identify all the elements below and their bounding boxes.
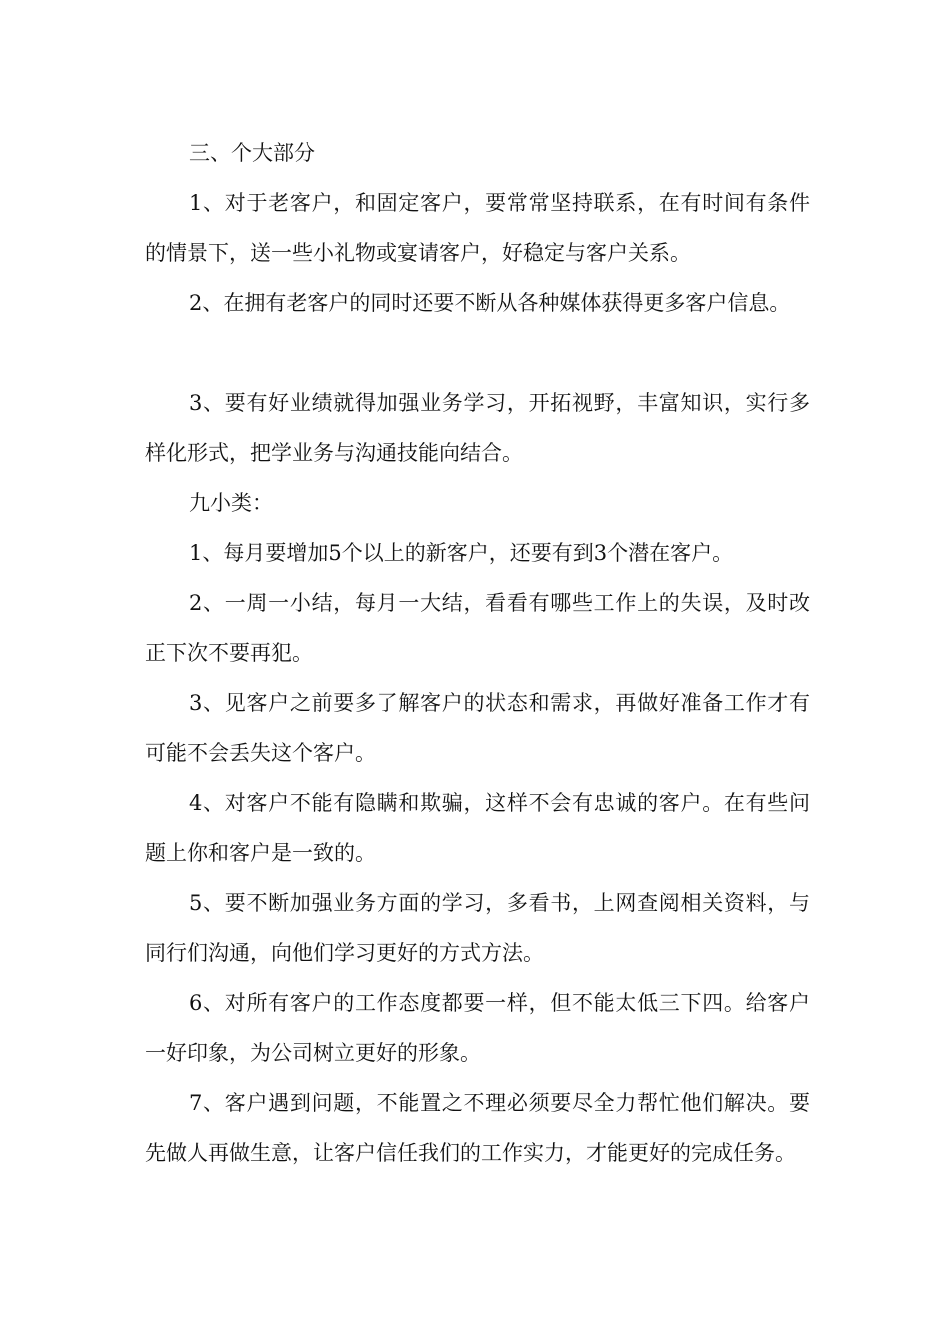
paragraph: 6、对所有客户的工作态度都要一样，但不能太低三下四。给客户一好印象，为公司树立更好的形象。 — [145, 991, 810, 1065]
document-body — [145, 128, 810, 1178]
section-heading: 九小类： — [189, 491, 273, 515]
paragraph: 5、要不断加强业务方面的学习，多看书，上网查阅相关资料，与同行们沟通，向他们学习更好的方式方法。 — [145, 891, 810, 965]
paragraph: 1、对于老客户，和固定客户，要常常坚持联系，在有时间有条件的情景下，送一些小礼物或宴请客户，好稳定与客户关系。 — [145, 191, 810, 265]
paragraph: 2、一周一小结，每月一大结，看看有哪些工作上的失误，及时改正下次不要再犯。 — [145, 591, 810, 665]
blank-line — [145, 328, 810, 378]
section-heading: 三、个大部分 — [189, 141, 315, 165]
paragraph: 3、要有好业绩就得加强业务学习，开拓视野，丰富知识，实行多样化形式，把学业务与沟通技能向结合。 — [145, 391, 810, 465]
paragraph: 4、对客户不能有隐瞒和欺骗，这样不会有忠诚的客户。在有些问题上你和客户是一致的。 — [145, 791, 810, 865]
paragraph: 7、客户遇到问题，不能置之不理必须要尽全力帮忙他们解决。要先做人再做生意，让客户信任我们的工作实力，才能更好的完成任务。 — [145, 1091, 810, 1165]
paragraph: 2、在拥有老客户的同时还要不断从各种媒体获得更多客户信息。 — [189, 291, 791, 315]
paragraph: 1、每月要增加5个以上的新客户，还要有到3个潜在客户。 — [189, 541, 734, 565]
paragraph: 3、见客户之前要多了解客户的状态和需求，再做好准备工作才有可能不会丢失这个客户。 — [145, 691, 810, 765]
